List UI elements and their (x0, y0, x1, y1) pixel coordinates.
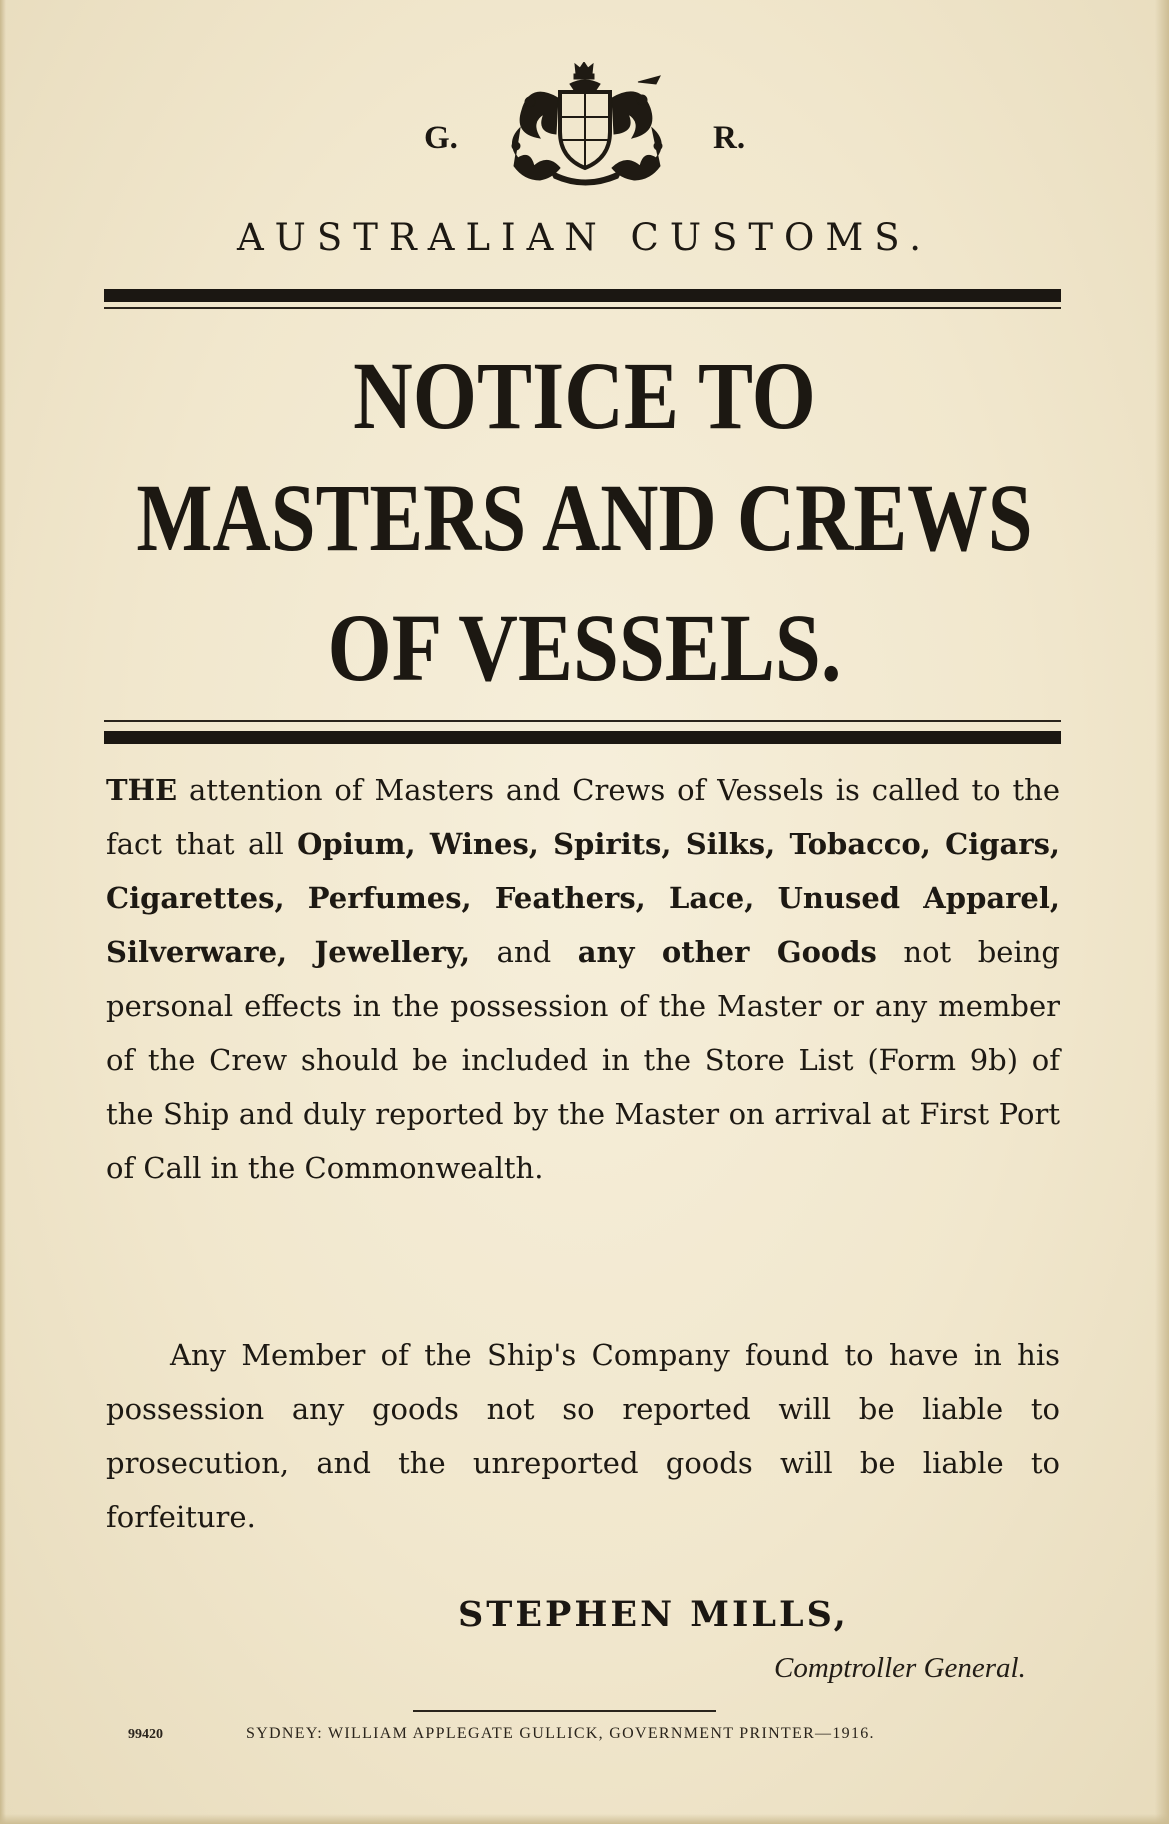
restricted-goods-list: Opium, Wines, Spirits, Silks, Tobacco, Cigars, Cigarettes, Perfumes, Feathers, Lace, Unused Apparel, Silverware, Jewellery, (106, 827, 1060, 969)
top-thin-rule (104, 307, 1061, 309)
coat-of-arms-icon (500, 62, 675, 190)
title-line-1: NOTICE TO (353, 342, 816, 449)
paper-edge-left (0, 0, 6, 1824)
title-line-3: OF VESSELS. (327, 594, 842, 701)
paper-edge-right (1155, 0, 1169, 1824)
paragraph-1-text-b: and (470, 935, 578, 969)
initial-r: R. (713, 120, 746, 156)
bottom-thin-rule (104, 720, 1061, 722)
paragraph-1-text-c: not being personal effects in the possession of the Master or any member of the Crew should be included in the Store List (Form 9b) of the Ship and duly reported by the Master on arrival at First Port of Call in the Commonwealth. (106, 935, 1060, 1185)
imprint-number: 99420 (128, 1727, 163, 1742)
signatory-title: Comptroller General. (774, 1652, 1026, 1684)
initial-g: G. (424, 120, 458, 156)
royal-cipher (0, 62, 1169, 192)
other-goods-phrase: any other Goods (577, 935, 877, 969)
signatory-name: STEPHEN MILLS, (458, 1594, 849, 1635)
title-line-2: MASTERS AND CREWS (136, 464, 1033, 571)
notice-paragraph-1 (106, 763, 1060, 1195)
paper-edge-bottom (0, 1814, 1169, 1824)
footer-rule (413, 1710, 716, 1712)
printer-imprint: SYDNEY: WILLIAM APPLEGATE GULLICK, GOVERNMENT PRINTER—1916. (246, 1725, 875, 1742)
department-heading: AUSTRALIAN CUSTOMS. (236, 216, 933, 259)
notice-paragraph-2: Any Member of the Ship's Company found to have in his possession any goods not so reported will be liable to prosecution, and the unreported goods will be liable to forfeiture. (106, 1338, 1060, 1534)
paragraph-1-text-a: attention of Masters and Crews of Vessels is called to the fact that all (106, 773, 1060, 861)
bottom-thick-rule (104, 731, 1061, 744)
lead-word: THE (106, 773, 178, 807)
top-thick-rule (104, 289, 1061, 302)
